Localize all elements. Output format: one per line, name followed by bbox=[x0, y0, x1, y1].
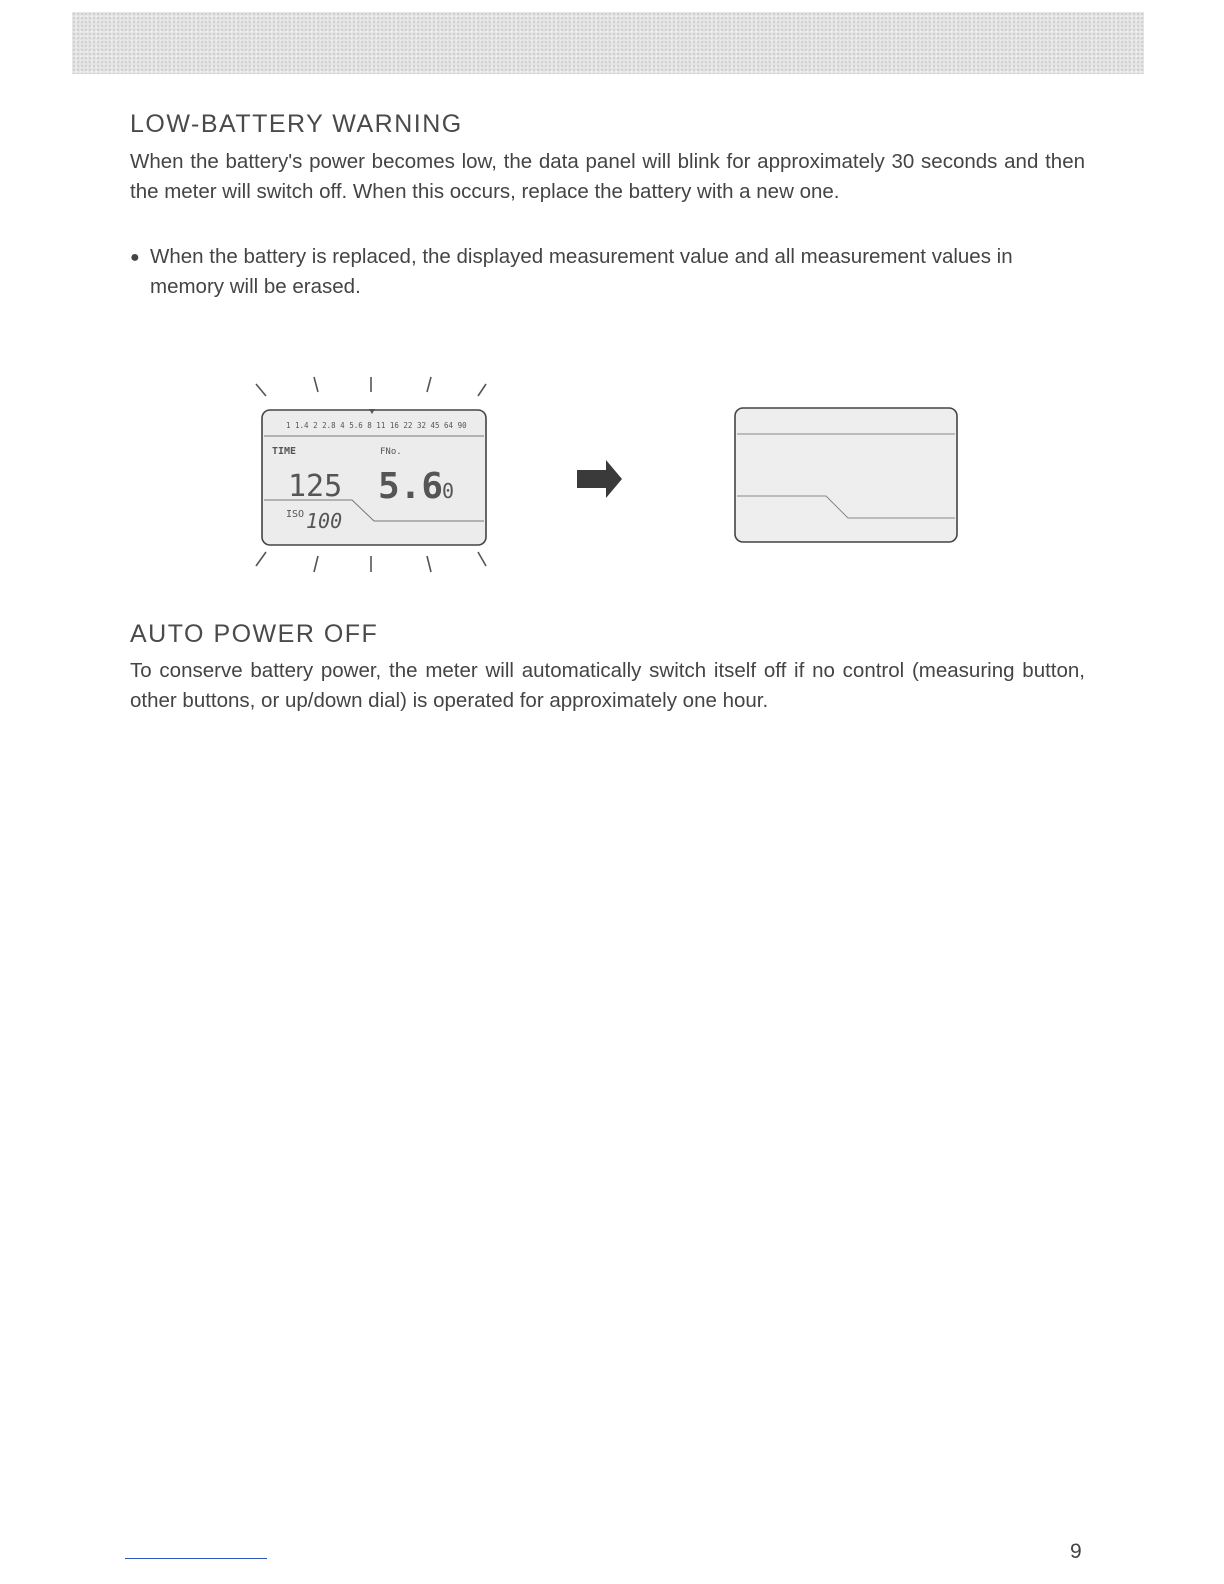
display-figure bbox=[0, 0, 1224, 600]
arrow-right-icon bbox=[577, 460, 622, 498]
shutter-readout: 125 bbox=[288, 469, 343, 504]
aperture-scale: 1 1.4 2 2.8 4 5.6 8 11 16 22 32 45 64 90 bbox=[286, 421, 467, 430]
low-battery-paragraph: When the battery's power becomes low, the data panel will blink for approximately 30 seconds and then the meter will switch off. When this occurs, replace the battery with a new one. bbox=[130, 150, 1085, 203]
iso-readout: 100 bbox=[306, 509, 343, 533]
erase-note-text: When the battery is replaced, the displayed measurement value and all measurement values in memory will be erased. bbox=[150, 245, 1013, 298]
aperture-tenth-readout: 0 bbox=[442, 479, 455, 503]
fno-label: FNo. bbox=[380, 447, 402, 457]
section-title-low-battery: LOW-BATTERY WARNING bbox=[130, 110, 463, 138]
lcd-panel-off bbox=[735, 408, 957, 542]
section-title-auto-power-off: AUTO POWER OFF bbox=[130, 620, 379, 648]
bullet-icon: ● bbox=[130, 249, 140, 266]
page-number: 9 bbox=[1070, 1540, 1082, 1563]
time-label: TIME bbox=[272, 446, 297, 457]
aperture-readout: 5.6 bbox=[378, 466, 444, 507]
lcd-panel-active bbox=[262, 409, 486, 545]
iso-label: ISO bbox=[286, 509, 305, 520]
footer-rule bbox=[125, 1558, 267, 1559]
auto-power-off-paragraph: To conserve battery power, the meter will automatically switch itself off if no control (measuring button, other buttons, or up/down dial) is operated for approximately one hour. bbox=[130, 659, 1085, 712]
